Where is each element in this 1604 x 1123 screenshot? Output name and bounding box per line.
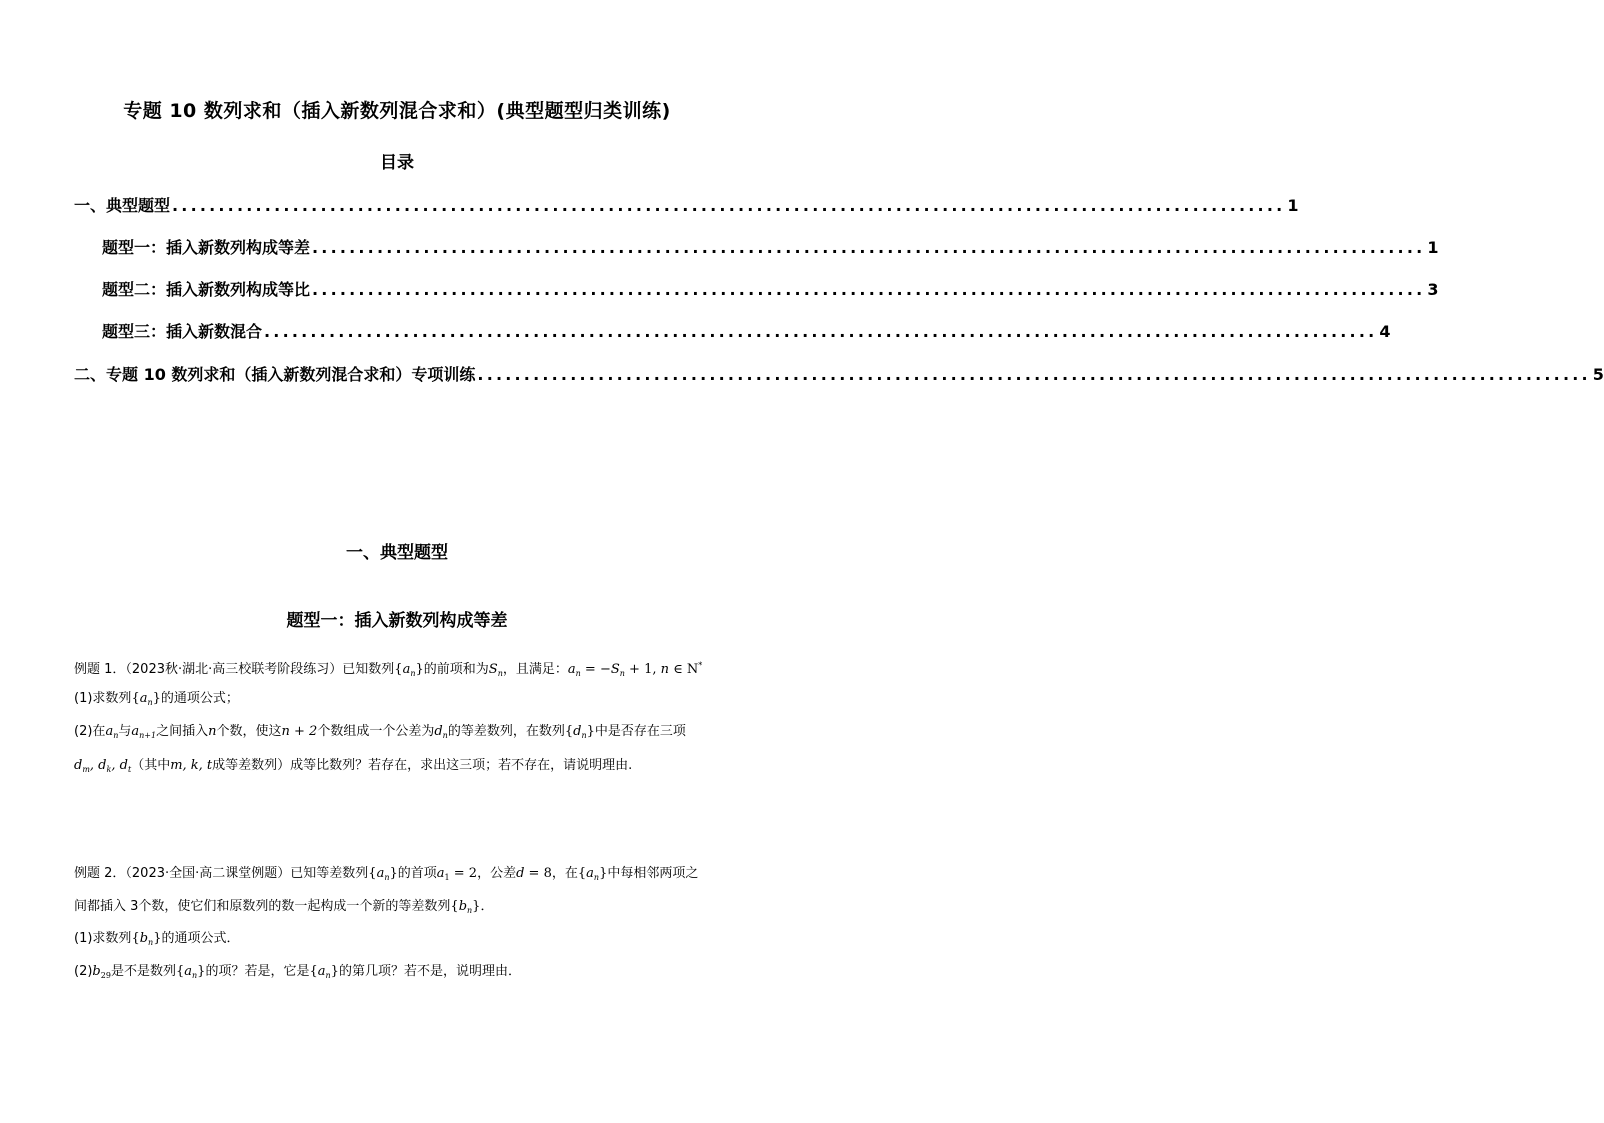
example-source: （2023·全国·高二课堂例题） [125, 866, 291, 881]
math-b29: $b_{29}$ [92, 964, 111, 980]
math-condition: $a_n = -S_n + 1$, n ∈ N* [567, 661, 703, 678]
toc-heading: 目录 [380, 153, 414, 173]
example-2-stem-line-1: 例题 2．（2023·全国·高二课堂例题）已知等差数列$\{a_n\}$的首项$a_1 = 2$，公差d = 8，在$\{a_n\}$中每相邻两项之 [74, 866, 699, 882]
example-2-question-1: (1)求数列$\{b_n\}$的通项公式． [74, 931, 240, 947]
math-mkt: m, k, t [170, 758, 213, 773]
toc-leader: ........................................................................................................................ [264, 322, 1378, 341]
type-heading: 题型一：插入新数列构成等差 [286, 611, 508, 631]
toc-entry-text: 题型二：插入新数列构成等比 [102, 280, 311, 299]
example-2-stem-line-2: 间都插入 3个数，使它们和原数列的数一起构成一个新的等差数列$\{b_n\}$． [74, 899, 494, 915]
math-seq-a: $\{a_n\}$ [394, 662, 424, 678]
example-1-question-2-line-2: $d_m$, $d_k$, $d_t$（其中m, k, t成等差数列）成等比数列？若存在，求出这三项；若不存在，请说明理由. [74, 758, 633, 774]
toc-entry-typical-types[interactable] [74, 193, 1299, 216]
math-d-equals-8: d = 8 [516, 866, 552, 881]
math-n: n [208, 724, 217, 739]
math-seq-d: $\{d_n\}$ [564, 724, 595, 740]
toc-page-number: 5 [1592, 365, 1604, 384]
toc-entry-type-1[interactable] [102, 235, 1439, 258]
toc-entry-special-training[interactable] [74, 362, 1604, 385]
math-an-plus-1: $a_{n+1}$ [131, 724, 157, 740]
example-1-question-2-line-1: (2)在$a_n$与$a_{n+1}$之间插入n个数，使这n + 2个数组成一个公差为$d_n$的等差数列，在数列$\{d_n\}$中是否存在三项 [74, 724, 686, 740]
toc-entry-text: 题型三：插入新数混合 [102, 322, 263, 341]
math-seq-a: $\{a_n\}$ [131, 691, 161, 707]
math-Sn: $S_n$ [488, 662, 503, 678]
toc-entry-text: 一、典型题型 [74, 196, 171, 215]
example-label: 例题 2． [74, 866, 126, 881]
toc-page-number: 3 [1427, 280, 1439, 299]
math-seq-b: $\{b_n\}$ [131, 931, 162, 947]
toc-entry-type-3[interactable] [102, 319, 1391, 342]
toc-page-number: 4 [1379, 322, 1391, 341]
math-three-terms: $d_m$, $d_k$, $d_t$ [74, 758, 132, 774]
toc-entry-text: 二、专题 10 数列求和（插入新数列混合求和）专项训练 [74, 365, 476, 384]
toc-page-number: 1 [1427, 238, 1439, 257]
toc-entry-type-2[interactable] [102, 277, 1439, 300]
math-seq-a: $\{a_n\}$ [175, 964, 206, 980]
math-a1-equals-2: $a_1 = 2$ [436, 866, 478, 882]
example-label: 例题 1． [74, 662, 126, 677]
toc-leader: ........................................................................................................................ [312, 280, 1426, 299]
example-source: （2023秋·湖北·高三校联考阶段练习） [125, 662, 343, 677]
example-1-question-1: (1)求数列$\{a_n\}$的通项公式； [74, 691, 239, 707]
math-dn: $d_n$ [434, 724, 448, 740]
section-heading: 一、典型题型 [346, 543, 448, 563]
math-n-plus-2: n + 2 [281, 724, 318, 739]
math-seq-b: $\{b_n\}$ [450, 899, 481, 915]
document-title: 专题 10 数列求和（插入新数列混合求和）(典型题型归类训练) [123, 100, 671, 122]
toc-leader: ........................................................................................................................ [477, 365, 1591, 384]
example-1-stem: 例题 1．（2023秋·湖北·高三校联考阶段练习）已知数列$\{a_n\}$的前项和为$S_n$，且满足：$a_n = -S_n + 1$, n ∈ N* [74, 661, 703, 678]
toc-page-number: 1 [1287, 196, 1299, 215]
math-an: $a_n$ [105, 724, 119, 740]
toc-leader: ........................................................................................................................ [172, 196, 1286, 215]
math-seq-a: $\{a_n\}$ [577, 866, 608, 882]
toc-entry-text: 题型一：插入新数列构成等差 [102, 238, 311, 257]
math-seq-a: $\{a_n\}$ [368, 866, 398, 882]
math-seq-a: $\{a_n\}$ [309, 964, 339, 980]
example-2-question-2: $(2)b_{29}$是不是数列$\{a_n\}$的项？若是，它是$\{a_n\}$的第几项？若不是，说明理由． [74, 964, 521, 980]
toc-leader: ........................................................................................................................ [312, 238, 1426, 257]
